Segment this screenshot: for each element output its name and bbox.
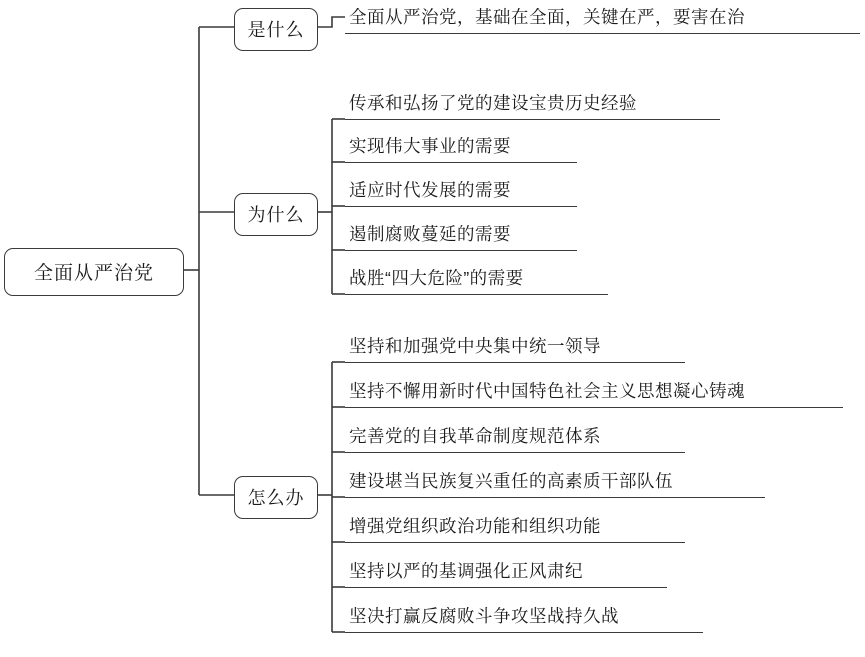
branch-node-what-is[interactable] <box>234 8 318 51</box>
leaf-node[interactable] <box>345 219 577 251</box>
branch-node-label: 怎么办 <box>247 488 305 508</box>
leaf-node[interactable] <box>345 88 720 120</box>
leaf-node-label: 建设堪当民族复兴重任的高素质干部队伍 <box>349 471 673 491</box>
leaf-node-label: 实现伟大事业的需要 <box>349 136 511 156</box>
root-node[interactable] <box>4 248 184 296</box>
leaf-node[interactable] <box>345 556 667 588</box>
branch-node-label: 是什么 <box>247 20 305 40</box>
leaf-node[interactable] <box>345 511 685 543</box>
leaf-node[interactable] <box>345 131 577 163</box>
branch-node-how[interactable] <box>234 476 318 519</box>
leaf-node-label: 遏制腐败蔓延的需要 <box>349 224 511 244</box>
leaf-node-label: 全面从严治党，基础在全面，关键在严，要害在治 <box>349 7 745 27</box>
leaf-node-label: 坚持不懈用新时代中国特色社会主义思想凝心铸魂 <box>349 381 745 401</box>
leaf-node-label: 传承和弘扬了党的建设宝贵历史经验 <box>349 93 637 113</box>
leaf-node[interactable] <box>345 421 685 453</box>
leaf-node[interactable] <box>345 601 703 633</box>
leaf-node[interactable] <box>345 175 577 207</box>
leaf-node[interactable] <box>345 331 685 363</box>
leaf-node[interactable] <box>345 2 860 34</box>
leaf-node-label: 增强党组织政治功能和组织功能 <box>349 516 601 536</box>
leaf-node-label: 坚持和加强党中央集中统一领导 <box>349 336 601 356</box>
branch-node-why[interactable] <box>234 193 318 236</box>
leaf-node-label: 完善党的自我革命制度规范体系 <box>349 426 601 446</box>
leaf-node-label: 坚决打赢反腐败斗争攻坚战持久战 <box>349 606 619 626</box>
leaf-node[interactable] <box>345 466 765 498</box>
leaf-node[interactable] <box>345 376 843 408</box>
leaf-node-label: 战胜“四大危险”的需要 <box>349 268 524 288</box>
root-node-label: 全面从严治党 <box>33 263 154 284</box>
branch-node-label: 为什么 <box>247 205 305 225</box>
leaf-node-label: 坚持以严的基调强化正风肃纪 <box>349 561 583 581</box>
leaf-node[interactable] <box>345 263 608 295</box>
leaf-node-label: 适应时代发展的需要 <box>349 180 511 200</box>
